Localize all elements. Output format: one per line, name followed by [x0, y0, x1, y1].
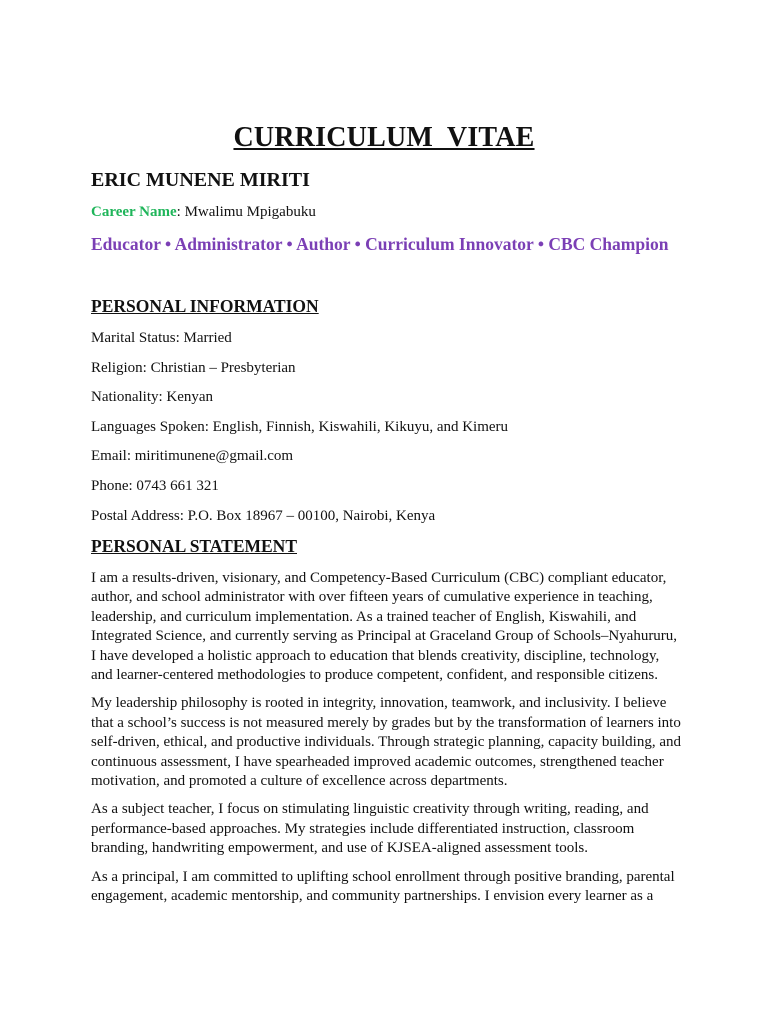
roles-tagline: Educator • Administrator • Author • Curriculum Innovator • CBC Champion	[91, 234, 669, 254]
statement-paragraph: My leadership philosophy is rooted in integrity, innovation, teamwork, and inclusivity. I believe that a school’s success is not measured merely by grades but by the transformation of learners into self-driven, ethical, and productive individuals. Through strategic planning, capacity building, and continuous assessment, I have spearheaded improved academic outcomes, strengthened teacher motivation, and promoted a culture of excellence across departments.	[91, 695, 681, 790]
career-name-line	[91, 204, 316, 221]
info-postal-address: Postal Address: P.O. Box 18967 – 00100, Nairobi, Kenya	[91, 507, 436, 524]
career-name-value: : Mwalimu Mpigabuku	[176, 204, 316, 220]
info-nationality: Nationality: Kenyan	[91, 389, 214, 406]
personal-information-list	[91, 329, 508, 536]
person-name: ERIC MUNENE MIRITI	[91, 169, 310, 191]
info-languages: Languages Spoken: English, Finnish, Kiswahili, Kikuyu, and Kimeru	[91, 418, 509, 435]
info-phone: Phone: 0743 661 321	[91, 477, 219, 494]
info-marital-status: Marital Status: Married	[91, 330, 232, 346]
statement-paragraph: As a principal, I am committed to uplifting school enrollment through positive branding, parental engagement, academic mentorship, and community partnerships. I envision every learner as a	[91, 868, 675, 905]
personal-statement-body	[91, 569, 681, 916]
personal-information-heading: PERSONAL INFORMATION	[91, 296, 319, 316]
info-religion: Religion: Christian – Presbyterian	[91, 359, 296, 376]
document-title: CURRICULUM VITAE	[233, 122, 535, 153]
personal-statement-heading: PERSONAL STATEMENT	[91, 536, 297, 556]
statement-paragraph: I am a results-driven, visionary, and Competency-Based Curriculum (CBC) compliant educator, author, and school administrator with over fifteen years of cumulative experience in teaching, leadership, and curriculum implementation. As a trained teacher of English, Kiswahili, and Integrated Science, and currently serving as Principal at Graceland Group of Schools–Nyahururu, I have developed a holistic approach to education that blends creativity, discipline, technology, and learner-centered methodologies to produce competent, confident, and responsible citizens.	[91, 570, 678, 684]
info-email: Email: miritimunene@gmail.com	[91, 448, 294, 465]
statement-paragraph: As a subject teacher, I focus on stimulating linguistic creativity through writing, reading, and performance-based approaches. My strategies include differentiated instruction, classroom branding, handwriting empowerment, and use of KJSEA-aligned assessment tools.	[91, 801, 649, 857]
career-name-label: Career Name	[91, 204, 177, 220]
